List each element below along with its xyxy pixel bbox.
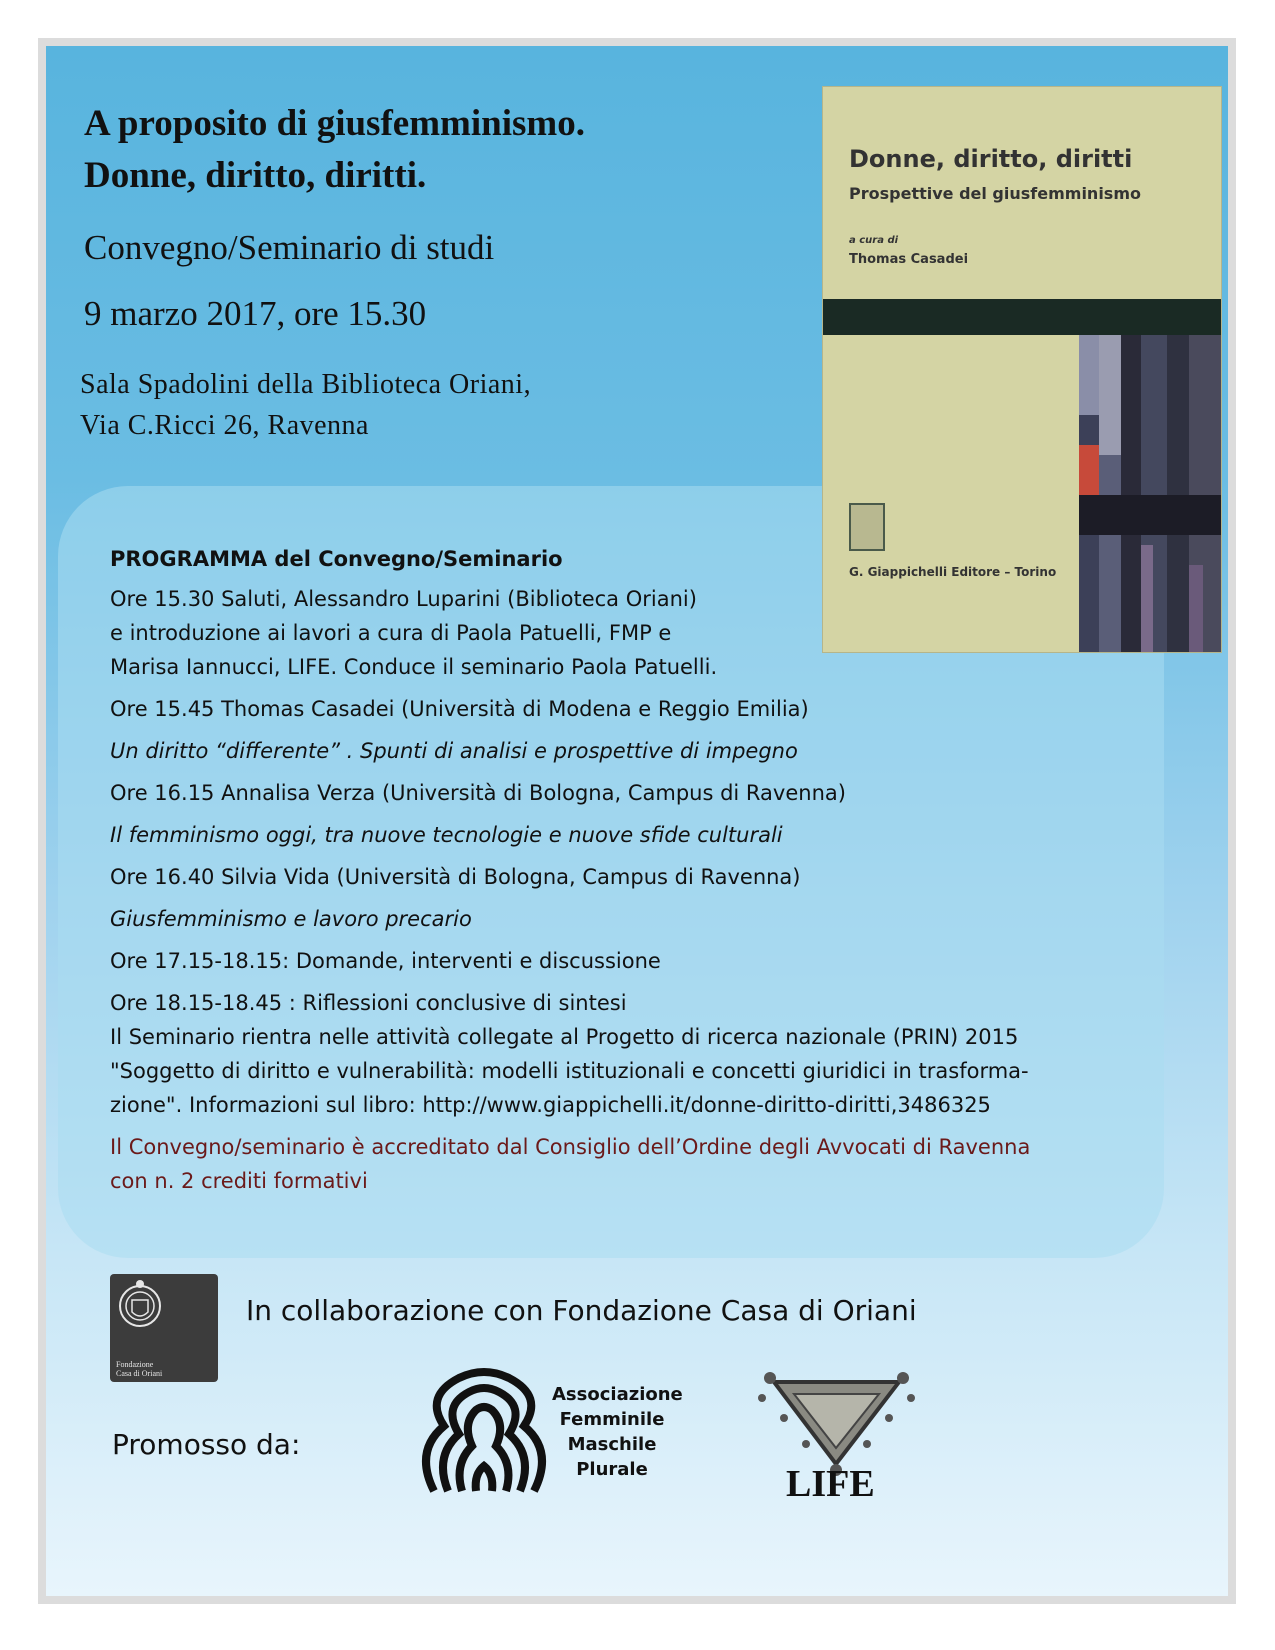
fondazione-logo [110,1274,218,1382]
venue-line1: Sala Spadolini della Biblioteca Oriani, [80,369,532,400]
fondazione-logo-line2: Casa di Oriani [116,1369,163,1378]
program-heading [110,542,1140,576]
program-intro-line2: e introduzione ai lavori a cura di Paola Patuelli, FMP e [110,621,672,645]
promoted-by-label: Promosso da: [112,1428,301,1461]
event-title-line1: A proposito di giusfemminismo. [84,103,585,144]
poster [46,46,1228,1596]
program-heading-rest: del Convegno/Seminario [267,547,563,571]
fmp-logo-icon [414,1366,554,1496]
event-title-line2: Donne, diritto, diritti. [84,155,427,196]
program-heading-bold: PROGRAMMA [110,547,268,571]
life-name: LIFE [786,1463,875,1505]
book-cover-band [823,299,1221,335]
program-talk-2: Il femminismo oggi, tra nuove tecnologie e nuove sfide culturali [110,823,783,847]
fmp-name-line1: Associazione [552,1384,683,1405]
book-editor: Thomas Casadei [849,252,969,267]
program-speaker-3: Ore 16.40 Silvia Vida (Università di Bologna, Campus di Ravenna) [110,865,801,889]
program [110,542,1140,1198]
event-date: 9 marzo 2017, ore 15.30 [84,294,427,333]
fondazione-emblem-icon [110,1274,218,1358]
program-conclusion: Ore 18.15-18.45 : Riflessioni conclusive di sintesi [110,991,627,1015]
book-title: Donne, diritto, diritti [849,145,1133,173]
program-prin-line2: "Soggetto di diritto e vulnerabilità: modelli istituzionali e concetti giuridici in trasforma- [110,1059,1029,1083]
program-intro-line3: Marisa Iannucci, LIFE. Conduce il seminario Paola Patuelli. [110,655,718,679]
program-talk-1: Un diritto “differente” . Spunti di analisi e prospettive di impegno [110,739,798,763]
program-intro-line1: Ore 15.30 Saluti, Alessandro Luparini (Biblioteca Oriani) [110,587,697,611]
program-prin-line1: Il Seminario rientra nelle attività collegate al Progetto di ricerca nazionale (PRIN) 2015 [110,1025,1019,1049]
book-edited-by: a cura di [849,235,899,246]
fondazione-logo-line1: Fondazione [116,1360,154,1369]
fmp-name-line3: Maschile [567,1434,657,1455]
venue-line2: Via C.Ricci 26, Ravenna [80,410,369,441]
program-talk-3: Giusfemminismo e lavoro precario [110,907,472,931]
fmp-name-line2: Femminile [559,1409,665,1430]
book-subtitle: Prospettive del giusfemminismo [849,184,1141,203]
program-speaker-1: Ore 15.45 Thomas Casadei (Università di Modena e Reggio Emilia) [110,697,809,721]
program-prin-line3: zione". Informazioni sul libro: http://www.giappichelli.it/donne-diritto-diritti,3486325 [110,1093,991,1117]
event-venue [80,364,531,446]
event-subtitle: Convegno/Seminario di studi [84,228,495,267]
accreditation-line1: Il Convegno/seminario è accreditato dal Consiglio dell’Ordine degli Avvocati di Ravenna [110,1135,1031,1159]
book-publisher: G. Giappichelli Editore – Torino [849,565,1057,579]
fmp-name [552,1382,683,1482]
fmp-name-line4: Plurale [576,1459,648,1480]
program-discussion: Ore 17.15-18.15: Domande, interventi e discussione [110,949,661,973]
program-speaker-2: Ore 16.15 Annalisa Verza (Università di Bologna, Campus di Ravenna) [110,781,846,805]
collaboration-text: In collaborazione con Fondazione Casa di Oriani [246,1294,917,1327]
accreditation-line2: con n. 2 crediti formativi [110,1169,368,1193]
event-title [84,98,585,202]
